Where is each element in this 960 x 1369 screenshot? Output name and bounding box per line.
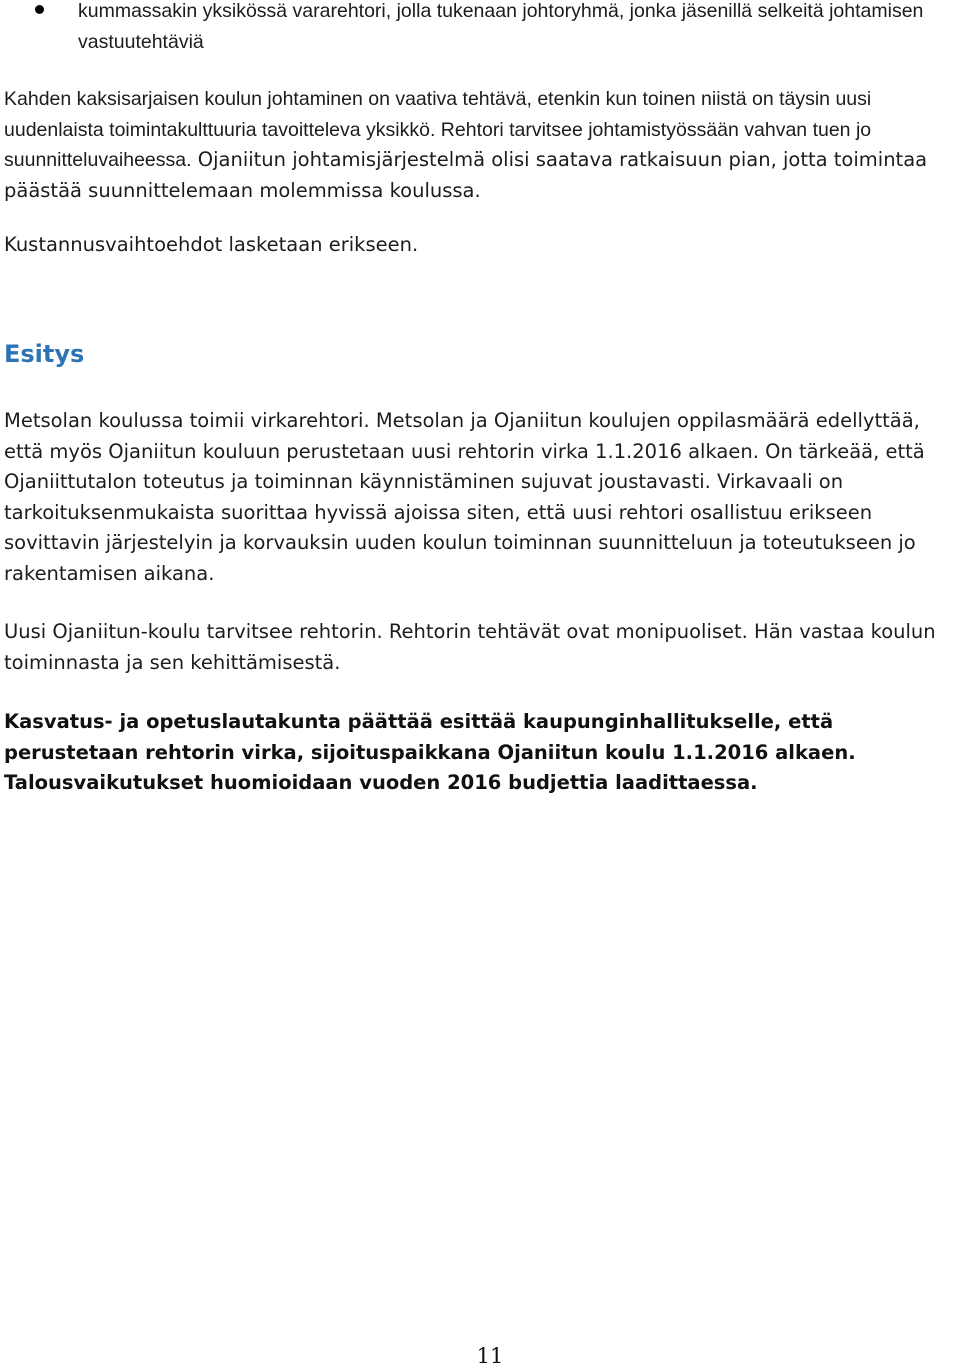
section-heading-esitys: Esitys [4, 340, 85, 368]
decision-paragraph: Kasvatus- ja opetuslautakunta päättää esittää kaupunginhallitukselle, että perustetaan rehtorin virka, sijoituspaikkana Ojaniitun koulu 1.1.2016 alkaen. Talousvaikutukset huomioidaan vuoden 2016 budjettia laadittaessa. [4, 710, 856, 794]
principal-need-paragraph: Uusi Ojaniitun-koulu tarvitsee rehtorin. Rehtorin tehtävät ovat monipuoliset. Hän vastaa koulun toiminnasta ja sen kehittämisestä. [4, 620, 936, 674]
cost-paragraph: Kustannusvaihtoehdot lasketaan erikseen. [4, 233, 419, 256]
bullet-text: kummassakin yksikössä vararehtori, jolla tukenaan johtoryhmä, jonka jäsenillä selkeitä johtamisen vastuutehtäviä [78, 0, 924, 53]
intro-paragraph-part1: Kahden kaksisarjaisen koulun johtaminen on vaativa tehtävä, etenkin kun toinen niistä on täysin uusi uudenlaista toimintakulttuuria tavoitteleva yksikkö. Rehtori tarvitsee johtamistyössään vahvan tuen jo suunnitteluvaiheessa. [4, 88, 872, 171]
intro-paragraph-part2: Ojaniitun johtamisjärjestelmä olisi saatava ratkaisuun pian, jotta toimintaa päästää suunnittelemaan molemmissa koulussa. [4, 148, 928, 202]
proposal-paragraph: Metsolan koulussa toimii virkarehtori. Metsolan ja Ojaniitun koulujen oppilasmäärä edellyttää, että myös Ojaniitun kouluun perustetaan uusi rehtorin virka 1.1.2016 alkaen. On tärkeää, että Ojaniittutalon toteutus ja toiminnan käynnistäminen sujuvat joustavasti. Virkavaali on tarkoituksenmukaista suorittaa hyvissä ajoissa siten, että uusi rehtori osallistuu erikseen sovittavin järjestelyin ja korvauksin uuden koulun toiminnan suunnitteluun ja toteutukseen jo rakentamisen aikana. [4, 409, 925, 585]
bullet-dot-icon [35, 5, 44, 14]
page-number: 11 [476, 1344, 504, 1368]
intro-paragraph [4, 84, 954, 206]
